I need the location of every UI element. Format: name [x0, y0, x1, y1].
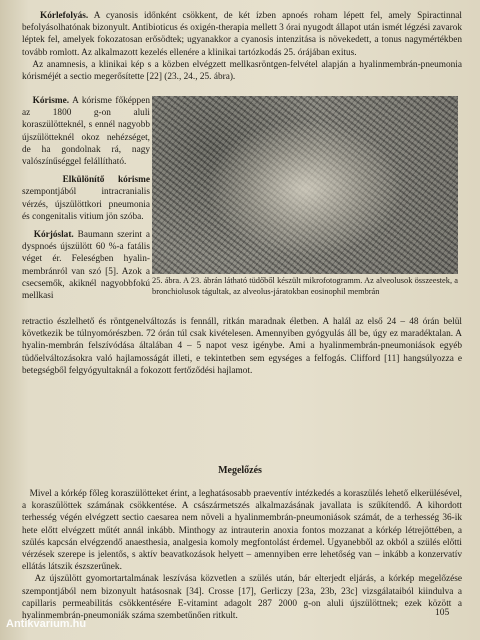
prognosis-continued: retractio észlelhető és röntgenelváltozás is fennáll, ritkán maradnak életben. A halál az első 24 – 48 órán belül következik be túlnyomórészben. 72 órán túl csak kivételesen. Amennyiben gyógyulás áll be, úgy ez maradéktalan. A hyalin-membrán felszívódása általában 4 – 5 napot vesz igénybe. Ami a hyalinmembrán-pneumoniások egyéb tüdőelváltozásokra való hajlamosságát illeti, e tekintetben sem egységes a felfogás. Clifford [11] hangsúlyozza e betegségből felgyógyultaknál a fokozott fertőződési hajlamot. [22, 317, 462, 376]
micrograph-figure [152, 96, 458, 274]
watermark-logo: Antikvarium.hu [6, 618, 87, 630]
intro-section [22, 10, 462, 83]
section-heading-prevention: Megelőzés [218, 465, 262, 476]
differential-diagnosis-paragraph: Elkülönítő kórisme szempontjából intracranialis vérzés, újszülöttkori pneumonia és congenitalis vitium jön szóba. [22, 175, 150, 222]
intro-paragraph-1-body: A cyanosis időnként csökkent, de két ízben apnoés roham lépett fel, amely Spiractinnal befolyásolhatónak bizonyult. Antibioticus és oxigén-therapia mellett 3 órai nyugodt állapot után ismét légzési zavarok léptek fel, amelyek fokozatosan erősödtek; ugyanakkor a cyanosis intenzitása is növekedett, a tonus nagymértékben tovább romlott. Az alkalmazott kezelés ellenére a klinikai tartózkodás 25. órájában exitus. [22, 11, 462, 58]
page-number: 105 [435, 608, 450, 618]
figure-caption: 25. ábra. A 23. ábrán látható tüdőből készült mikrofotogramm. Az alveolusok összeestek, a bronchiolusok tágultak, az alveolus-járatokban eosinophil membrán [152, 276, 458, 296]
intro-paragraph-1 [22, 10, 462, 59]
diagnosis-paragraph: Kórisme. A kórisme főképpen az 1800 g-on aluli koraszülötteknél, s ennél nagyobb újszülötteknél okoz nehézséget, de ha gondolnak rá, nagy valószínűséggel felállítható. [22, 96, 150, 168]
prevention-section [22, 488, 462, 622]
section-run-in-heading: Kórlefolyás. [39, 11, 89, 21]
left-column [22, 95, 150, 308]
prevention-paragraph-2: Az újszülött gyomortartalmának leszívása közvetlen a szülés után, bár elterjedt eljárás, a kórkép megelőzése szempontjából nem bizonyult hatásosnak [34]. Crosse [17], Gerliczy [23a, 23b, 23c] vizsgálataiból kiindulva a capillaris permeabilitás csökkentésére E-vitamint adagolt 287 2000 g-on aluli újszülöttnek; ezek között a hyalinmembrán-pneumoniák száma szembetűnően ritkult. [22, 574, 462, 622]
intro-paragraph-2: Az anamnesis, a klinikai kép s a közben elvégzett mellkasröntgen-felvétel alapján a hyalinmembrán-pneumonia kórisméjét a sectio megerősítette [22] (23., 24., 25. ábra). [22, 59, 462, 83]
prognosis-paragraph: Kórjóslat. Baumann szerint a dyspnoés újszülött 60 %-a fatális véget ér. Feleségben hyalin-membránról van szó [5]. Azok a csecsemők, akiknél nagyobbfokú mellkasi [22, 230, 150, 302]
prevention-paragraph-1: Mivel a kórkép főleg koraszülötteket érint, a leghatásosabb praeventív intézkedés a koraszülés lehető elkerülésével, a koraszülöttek számának csökkentése. A császármetszés alkalmazásának javallata is szűkítendő. A kihordott terhesség végén elvégzett sectio caesarea nem növeli a hyalinmembrán-pneumoniások számát, de a terhesség 36-ik hete előtt elvégzett műtét annál inkább. Minthogy az intrauterin anoxia fontos mozzanat a kórkép létrejöttében, a szülés kapcsán elvégzendő anaesthesia, analgesia komoly megfontolást érdemel. Ugyanebből az okból a szülés előtti vérzések szerepe is jelentős, s aktív beavatkozások helyett – amennyiben erre lehetőség van – inkább a konzervatív ellátás látszik észszerűnek. [22, 489, 462, 573]
